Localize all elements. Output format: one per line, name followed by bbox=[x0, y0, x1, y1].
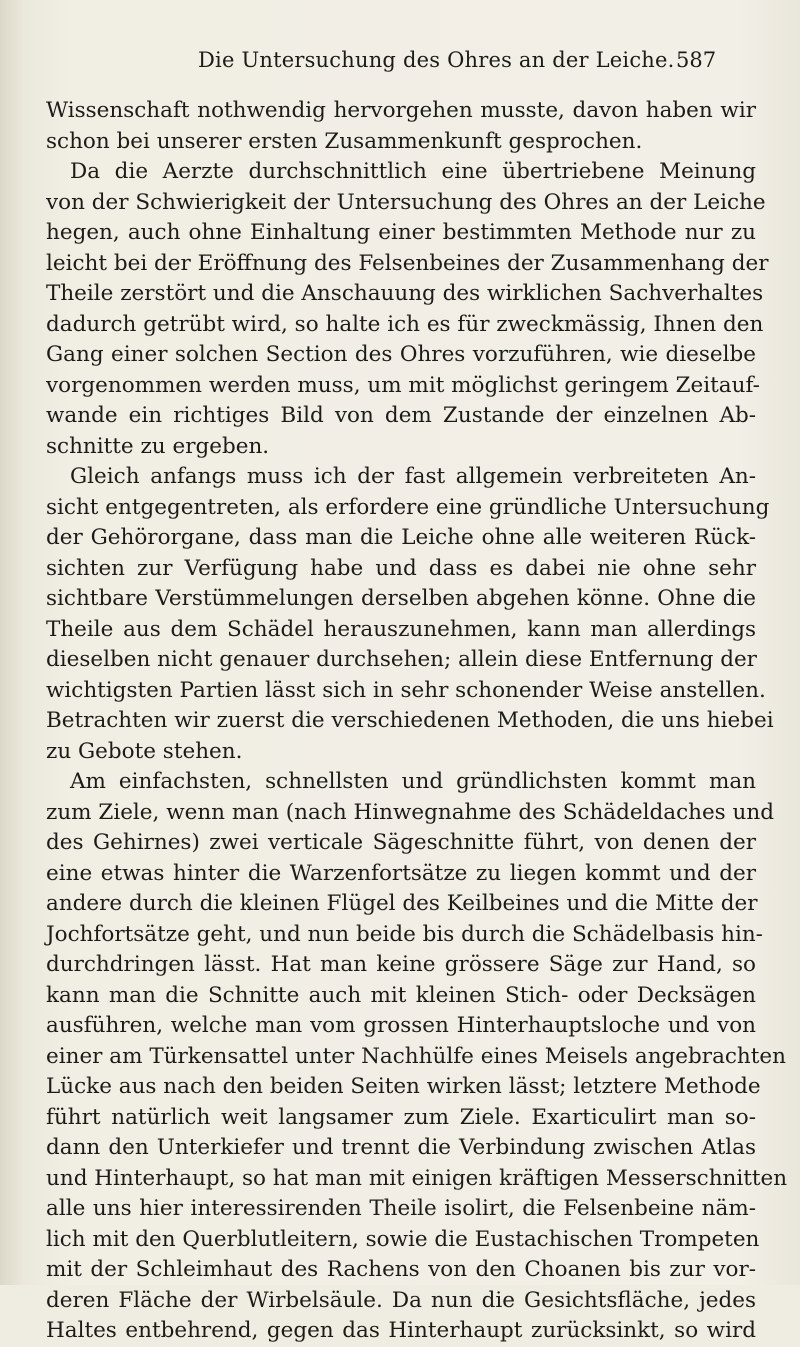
text-line: zum Ziele, wenn man (nach Hinwegnahme des Schädeldaches und bbox=[46, 799, 775, 825]
text-line: dieselben nicht genauer durchsehen; allein diese Entfernung der bbox=[46, 647, 757, 672]
text-line: Theile zerstört und die Anschauung des wirklichen Sachverhaltes bbox=[46, 281, 764, 306]
text-line: durchdringen lässt. Hat man keine grössere Säge zur Hand, so bbox=[46, 952, 756, 977]
text-line: andere durch die kleinen Flügel des Keilbeines und die Mitte der bbox=[46, 891, 758, 916]
text-line: schon bei unserer ersten Zusammenkunft gesprochen. bbox=[46, 128, 643, 154]
text-line: deren Fläche der Wirbelsäule. Da nun die Gesichtsfläche, jedes bbox=[46, 1287, 756, 1313]
text-line: Theile aus dem Schädel herauszunehmen, kann man allerdings bbox=[46, 616, 756, 642]
text-line: vorgenommen werden muss, um mit möglichst geringem Zeitauf- bbox=[46, 372, 760, 398]
text-line: führt natürlich weit langsamer zum Ziele. Exarticulirt man so- bbox=[46, 1104, 756, 1130]
text-line: dadurch getrübt wird, so halte ich es für zweckmässig, Ihnen den bbox=[46, 311, 764, 337]
text-line: Haltes entbehrend, gegen das Hinterhaupt zurücksinkt, so wird bbox=[46, 1318, 756, 1343]
text-line: Da die Aerzte durchschnittlich eine übertriebene Meinung bbox=[70, 159, 756, 184]
text-line: sichten zur Verfügung habe und dass es dabei nie ohne sehr bbox=[46, 555, 756, 581]
text-line: sicht entgegentreten, als erfordere eine gründliche Untersuchung bbox=[46, 494, 770, 520]
text-line: und Hinterhaupt, so hat man mit einigen kräftigen Messerschnitten bbox=[46, 1165, 788, 1191]
text-line: Jochfortsätze geht, und nun beide bis durch die Schädelbasis hin- bbox=[46, 921, 763, 947]
text-line: einer am Türkensattel unter Nachhülfe eines Meisels angebrachten bbox=[46, 1043, 786, 1069]
text-line: Gleich anfangs muss ich der fast allgemein verbreiteten An- bbox=[70, 464, 756, 489]
running-title: Die Untersuchung des Ohres an der Leiche. bbox=[198, 48, 675, 72]
text-line: zu Gebote stehen. bbox=[46, 738, 243, 764]
text-line: wande ein richtiges Bild von dem Zustande der einzelnen Ab- bbox=[46, 403, 756, 428]
text-line: ausführen, welche man vom grossen Hinterhauptsloche und von bbox=[46, 1013, 756, 1038]
text-line: dann den Unterkiefer und trennt die Verbindung zwischen Atlas bbox=[46, 1135, 756, 1160]
text-line: eine etwas hinter die Warzenfortsätze zu liegen kommt und der bbox=[46, 860, 756, 886]
text-line: mit der Schleimhaut des Rachens von den Choanen bis zur vor- bbox=[46, 1257, 756, 1282]
text-line: des Gehirnes) zwei verticale Sägeschnitte führt, von denen der bbox=[46, 830, 756, 855]
page-header bbox=[0, 48, 800, 88]
body-text bbox=[46, 96, 788, 1347]
text-line: Am einfachsten, schnellsten und gründlichsten kommt man bbox=[70, 769, 756, 794]
text-line: Betrachten wir zuerst die verschiedenen Methoden, die uns hiebei bbox=[46, 708, 774, 733]
text-line: Lücke aus nach den beiden Seiten wirken lässt; letztere Methode bbox=[46, 1074, 761, 1099]
text-line: lich mit den Querblutleitern, sowie die Eustachischen Trompeten bbox=[46, 1226, 760, 1252]
text-line: kann man die Schnitte auch mit kleinen Stich- oder Decksägen bbox=[46, 982, 756, 1008]
text-line: hegen, auch ohne Einhaltung einer bestimmten Methode nur zu bbox=[46, 220, 756, 245]
text-line: Wissenschaft nothwendig hervorgehen musste, davon haben wir bbox=[46, 98, 756, 123]
text-line: der Gehörorgane, dass man die Leiche ohne alle weiteren Rück- bbox=[46, 525, 756, 550]
text-line: wichtigsten Partien lässt sich in sehr schonender Weise anstellen. bbox=[46, 677, 766, 703]
text-line: leicht bei der Eröffnung des Felsenbeines der Zusammenhang der bbox=[46, 250, 769, 276]
text-line: schnitte zu ergeben. bbox=[46, 433, 270, 459]
text-line: von der Schwierigkeit der Untersuchung des Ohres an der Leiche bbox=[46, 189, 766, 215]
text-line: sichtbare Verstümmelungen derselben abgehen könne. Ohne die bbox=[46, 586, 756, 611]
page-number: 587 bbox=[676, 48, 717, 72]
text-line: alle uns hier interessirenden Theile isolirt, die Felsenbeine näm- bbox=[46, 1196, 756, 1221]
text-line: Gang einer solchen Section des Ohres vorzuführen, wie dieselbe bbox=[46, 342, 756, 367]
